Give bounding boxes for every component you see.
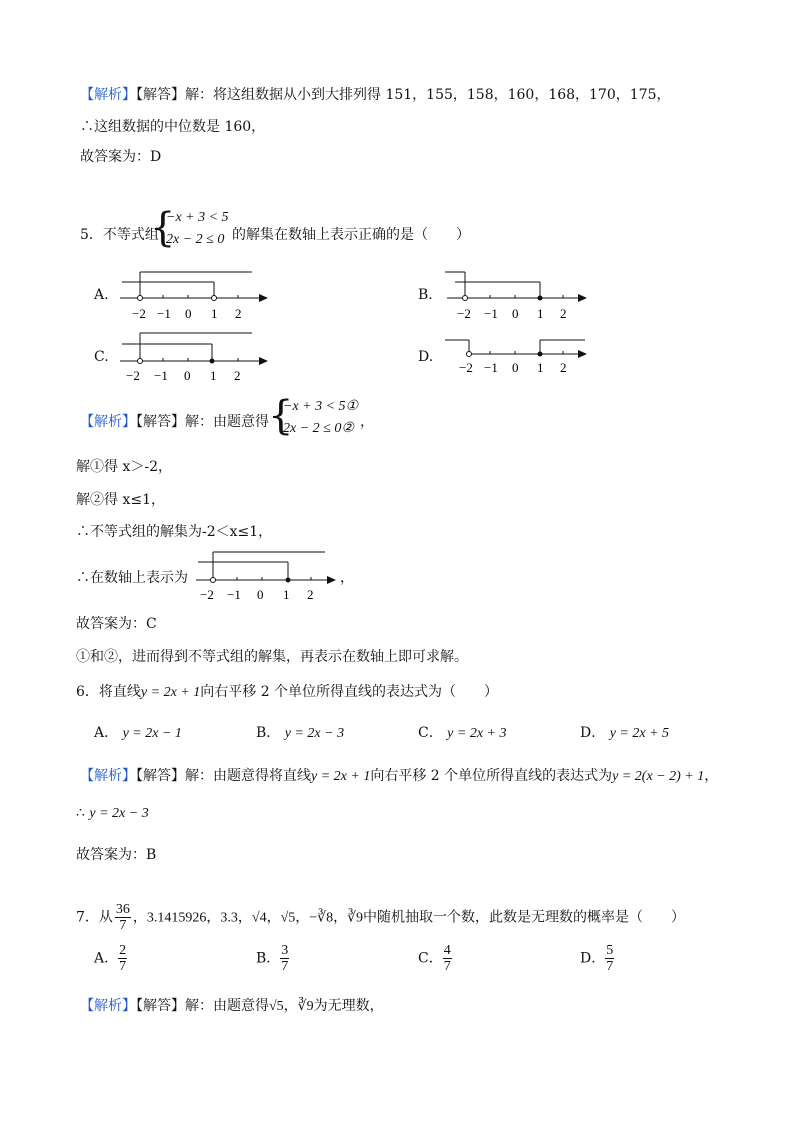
solution6-result: ∴ y = 2x − 3 [76, 805, 149, 821]
q7-option-b: B． $\frac{3}{7}$ [256, 943, 289, 974]
svg-text:0: 0 [512, 360, 519, 375]
q5-option-c-label: C. [94, 349, 109, 365]
q7-stem: 7．从 $\frac{36}{7}$ ，3.1415926，3.3，√4，√5，−∛8，∛9中随机抽取一个数，此数是无理数的概率是（ ） [76, 902, 686, 933]
solution5-answer: 故答案为：C [76, 616, 157, 632]
svg-text:0: 0 [184, 368, 191, 383]
solution5-intro: 【解析】【解答】解：由题意得 [80, 414, 269, 430]
q5-ineq1: −x + 3 < 5 [166, 210, 229, 225]
q5-option-c-number-line [118, 328, 278, 388]
svg-text:1: 1 [211, 306, 218, 321]
svg-text:0: 0 [185, 306, 192, 321]
q5-option-d-label: D. [418, 349, 434, 365]
solution4-line2: ∴这组数据的中位数是 160， [80, 119, 266, 135]
solution5-step4-end: ， [340, 570, 354, 586]
q7-option-a: A． $\frac{2}{7}$ [94, 943, 127, 974]
q6-option-c: C． y = 2x + 3 [418, 725, 507, 741]
q6-option-a: A． y = 2x − 1 [94, 725, 182, 741]
solution5-sys1: −x + 3 < 5① [283, 399, 359, 414]
answer-tag: 【解答】 [136, 414, 185, 430]
q5-option-d-number-line [443, 330, 603, 388]
analysis-tag: 【解析】 [80, 87, 136, 103]
analysis-tag: 【解析】 [80, 414, 136, 430]
svg-text:1: 1 [537, 360, 544, 375]
solution4-answer: 故答案为：D [80, 149, 162, 165]
q5-brace: { [150, 205, 176, 251]
solution5-step4: ∴在数轴上表示为 [76, 570, 188, 586]
answer-tag: 【解答】 [136, 87, 185, 103]
svg-text:−2: −2 [132, 306, 146, 321]
q7-option-c: C． $\frac{4}{7}$ [418, 943, 451, 974]
solution5-comma: ， [360, 414, 374, 430]
q5-option-b-number-line [443, 268, 603, 328]
solution5-step1: 解①得 x＞-2， [76, 459, 172, 475]
analysis-tag: 【解析】 [80, 768, 136, 784]
solution5-step2: 解②得 x≤1， [76, 492, 165, 508]
q6-option-b: B． y = 2x − 3 [256, 725, 345, 741]
svg-text:1: 1 [283, 587, 290, 602]
svg-text:−2: −2 [459, 360, 473, 375]
svg-text:2: 2 [560, 360, 567, 375]
svg-text:2: 2 [234, 368, 241, 383]
q7-fraction: $\frac{36}{7}$ [115, 902, 130, 933]
svg-text:−1: −1 [227, 587, 241, 602]
solution6-line1: 【解析】【解答】解：由题意得将直线y = 2x + 1向右平移 2 个单位所得直线的表达式为y = 2(x − 2) + 1， [80, 768, 719, 784]
answer-tag: 【解答】 [136, 768, 185, 784]
svg-text:−2: −2 [200, 587, 214, 602]
svg-text:0: 0 [257, 587, 264, 602]
svg-text:−1: −1 [154, 368, 168, 383]
solution5-number-line [194, 548, 354, 606]
svg-text:2: 2 [560, 306, 567, 321]
svg-text:−2: −2 [126, 368, 140, 383]
q6-line-expr: y = 2x + 1 [140, 685, 201, 700]
svg-text:−1: −1 [157, 306, 171, 321]
answer-tag: 【解答】 [136, 998, 185, 1014]
solution5-summary: ①和②，进而得到不等式组的解集，再表示在数轴上即可求解。 [76, 649, 468, 665]
q5-option-a-label: A. [94, 287, 109, 303]
q5-option-b-label: B. [418, 287, 433, 303]
q5-prefix: 5．不等式组 [80, 227, 159, 243]
solution4-text: 解：将这组数据从小到大排列得 151，155，158，160，168，170，175， [185, 87, 671, 103]
q6-stem: 6．将直线y = 2x + 1向右平移 2 个单位所得直线的表达式为（ ） [76, 684, 499, 700]
q5-ineq2: 2x − 2 ≤ 0 [166, 232, 225, 247]
solution5-brace: { [268, 393, 294, 439]
svg-text:−1: −1 [484, 306, 498, 321]
solution6-answer: 故答案为：B [76, 847, 157, 863]
svg-text:2: 2 [307, 587, 314, 602]
solution5-step3: ∴不等式组的解集为-2＜x≤1， [76, 524, 273, 540]
svg-text:1: 1 [210, 368, 217, 383]
solution4-line1 [80, 84, 671, 104]
q5-suffix: 的解集在数轴上表示正确的是（ ） [232, 227, 470, 243]
svg-text:−1: −1 [484, 360, 498, 375]
svg-text:1: 1 [537, 306, 544, 321]
svg-text:−2: −2 [457, 306, 471, 321]
solution7-line1: 【解析】【解答】解：由题意得√5，∛9为无理数， [80, 998, 384, 1014]
q7-items: ，3.1415926，3.3，√4，√5，−∛8，∛9 [132, 910, 364, 926]
analysis-tag: 【解析】 [80, 998, 136, 1014]
q7-option-d: D． $\frac{5}{7}$ [580, 943, 614, 974]
solution5-sys2: 2x − 2 ≤ 0② [283, 421, 354, 436]
q6-option-d: D． y = 2x + 5 [580, 725, 670, 741]
svg-text:0: 0 [512, 306, 519, 321]
svg-text:2: 2 [235, 306, 242, 321]
q5-option-a-number-line [118, 268, 278, 328]
